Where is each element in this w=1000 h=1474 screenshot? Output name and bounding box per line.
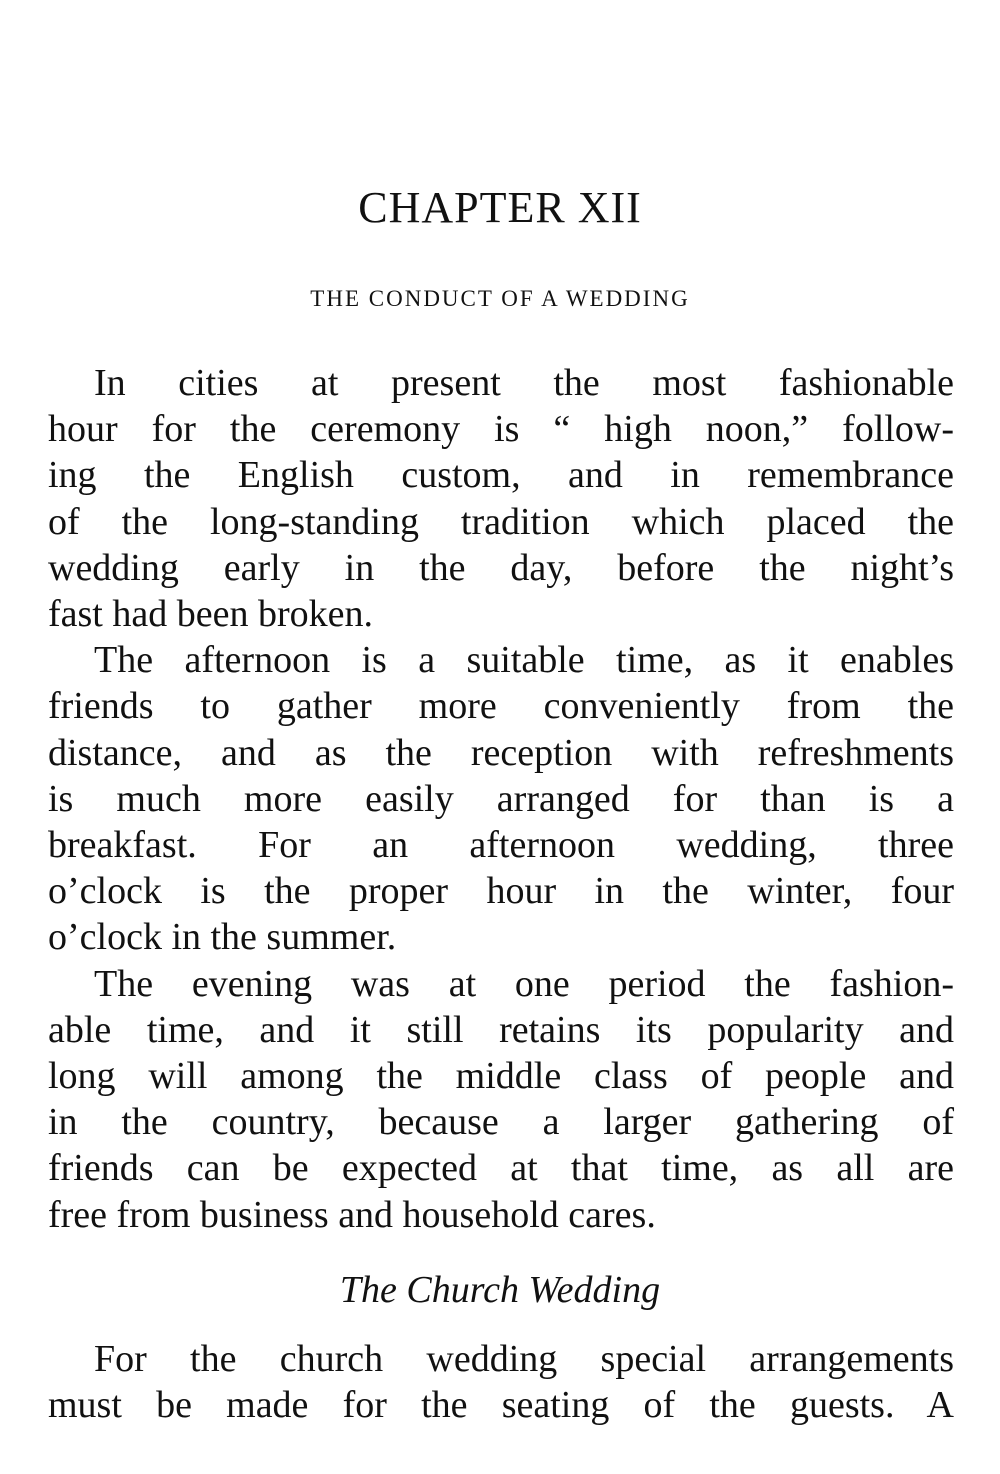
text-line: distance, and as the reception with refreshments — [48, 731, 954, 774]
paragraph-2 — [48, 637, 954, 960]
text-line: able time, and it still retains its popularity and — [48, 1008, 954, 1051]
text-line: The evening was at one period the fashion- — [94, 962, 954, 1005]
text-line: In cities at present the most fashionable — [94, 362, 954, 404]
chapter-title: CHAPTER XII — [358, 183, 642, 232]
body-text — [48, 360, 954, 1238]
text-line: must be made for the seating of the guests. A — [48, 1384, 954, 1427]
text-line: For the church wedding special arrangements — [94, 1338, 954, 1380]
text-line: free from business and household cares. — [48, 1193, 656, 1236]
chapter-subtitle: THE CONDUCT OF A WEDDING — [310, 286, 690, 311]
text-line: ing the English custom, and in remembrance — [48, 454, 954, 497]
text-line: hour for the ceremony is “ high noon,” follow- — [48, 408, 954, 451]
text-line: wedding early in the day, before the night’s — [48, 546, 954, 589]
text-line: of the long-standing tradition which placed the — [48, 500, 954, 543]
text-line: friends can be expected at that time, as all are — [48, 1147, 954, 1190]
text-line: is much more easily arranged for than is a — [48, 777, 954, 820]
text-line: friends to gather more conveniently from the — [48, 685, 954, 728]
paragraph-1 — [48, 360, 954, 637]
section-body-text — [48, 1336, 954, 1428]
text-line: o’clock is the proper hour in the winter, four — [48, 870, 954, 913]
paragraph-3 — [48, 961, 954, 1238]
text-line: The afternoon is a suitable time, as it enables — [94, 639, 954, 682]
section-heading: The Church Wedding — [339, 1269, 661, 1311]
text-line: long will among the middle class of people and — [48, 1055, 954, 1098]
text-line: o’clock in the summer. — [48, 916, 397, 959]
text-line: in the country, because a larger gathering of — [48, 1101, 954, 1144]
text-line: fast had been broken. — [48, 593, 373, 636]
text-line: breakfast. For an afternoon wedding, three — [48, 824, 954, 867]
paragraph-4 — [48, 1336, 954, 1428]
